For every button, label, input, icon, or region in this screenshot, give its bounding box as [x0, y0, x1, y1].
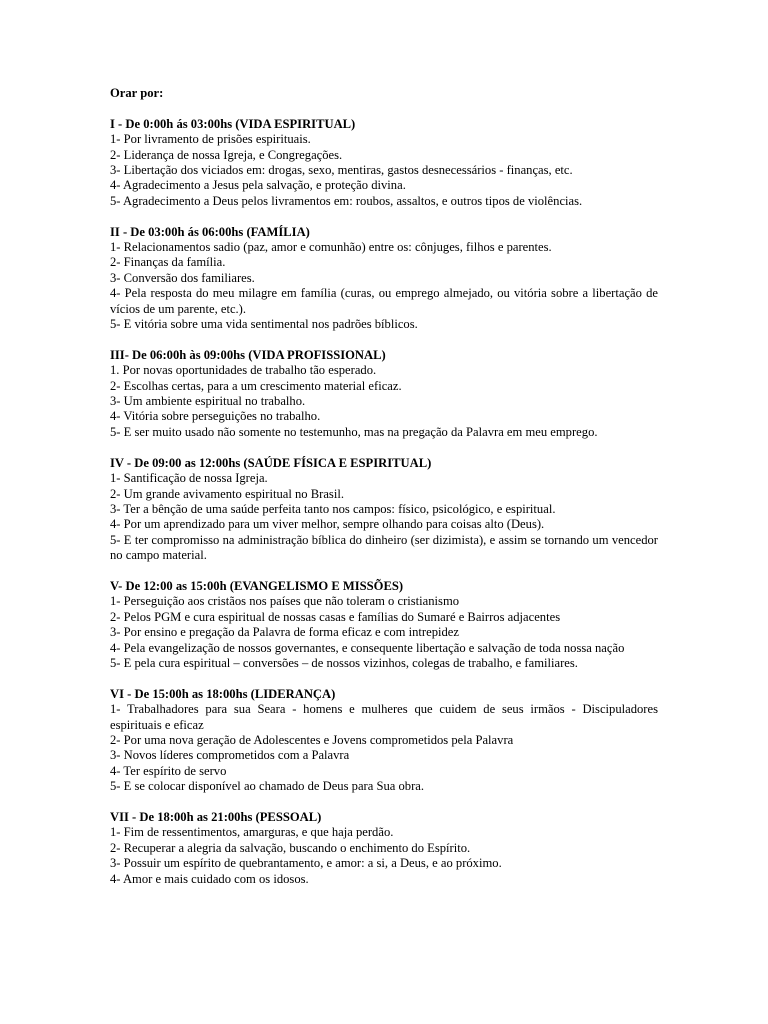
list-item: 3- Ter a bênção de uma saúde perfeita tanto nos campos: físico, psicológico, e espiritual. [110, 501, 556, 516]
section-familia [110, 225, 658, 333]
list-item: 3- Possuir um espírito de quebrantamento, e amor: a si, a Deus, e ao próximo. [110, 856, 502, 871]
section-title: II - De 03:00h ás 06:00hs (FAMÍLIA) [110, 224, 310, 239]
list-item: 5- E ter compromisso na administração bíblica do dinheiro (ser dizimista), e assim se tornando um vencedor no campo material. [110, 532, 658, 563]
section-title: I - De 0:00h ás 03:00hs (VIDA ESPIRITUAL) [110, 116, 356, 131]
section-evangelismo [110, 579, 658, 671]
list-item: 4- Vitória sobre perseguições no trabalho. [110, 409, 321, 424]
document-page [110, 86, 658, 902]
list-item: 1- Trabalhadores para sua Seara - homens e mulheres que cuidem de seus irmãos - Discipuladores espirituais e eficaz [110, 702, 658, 732]
list-item: 4- Pela evangelização de nossos governantes, e consequente libertação e salvação de toda nossa nação [110, 640, 625, 655]
list-item: 4- Ter espírito de servo [110, 763, 227, 778]
section-pessoal [110, 810, 658, 887]
section-title: V- De 12:00 as 15:00h (EVANGELISMO E MISSÕES) [110, 578, 404, 593]
list-item: 4- Pela resposta do meu milagre em família (curas, ou emprego almejado, ou vitória sobre a libertação de vícios de um parente, etc.). [110, 286, 658, 316]
list-item: 3- Conversão dos familiares. [110, 270, 255, 285]
list-item: 2- Liderança de nossa Igreja, e Congregações. [110, 147, 343, 162]
list-item: 4- Agradecimento a Jesus pela salvação, e proteção divina. [110, 178, 406, 193]
list-item: 5- Agradecimento a Deus pelos livramentos em: roubos, assaltos, e outros tipos de violências. [110, 193, 583, 208]
list-item: 2- Um grande avivamento espiritual no Brasil. [110, 486, 344, 501]
list-item: 4- Amor e mais cuidado com os idosos. [110, 871, 309, 886]
list-item: 3- Libertação dos viciados em: drogas, sexo, mentiras, gastos desnecessários - finanças, etc. [110, 163, 573, 178]
list-item: 5- E ser muito usado não somente no testemunho, mas na pregação da Palavra em meu emprego. [110, 424, 598, 439]
list-item: 1- Relacionamentos sadio (paz, amor e comunhão) entre os: cônjuges, filhos e parentes. [110, 240, 552, 255]
document-title: Orar por: [110, 86, 164, 100]
list-item: 3- Novos líderes comprometidos com a Palavra [110, 748, 350, 763]
list-item: 5- E se colocar disponível ao chamado de Deus para Sua obra. [110, 779, 425, 794]
list-item: 2- Pelos PGM e cura espiritual de nossas casas e famílias do Sumaré e Bairros adjacentes [110, 609, 561, 624]
list-item: 1- Fim de ressentimentos, amarguras, e que haja perdão. [110, 825, 394, 840]
section-vida-espiritual [110, 117, 658, 209]
section-title: VII - De 18:00h as 21:00hs (PESSOAL) [110, 809, 322, 824]
list-item: 3- Um ambiente espiritual no trabalho. [110, 394, 306, 409]
list-item: 2- Escolhas certas, para a um crescimento material eficaz. [110, 378, 402, 393]
list-item: 3- Por ensino e pregação da Palavra de forma eficaz e com intrepidez [110, 625, 459, 640]
list-item: 1. Por novas oportunidades de trabalho tão esperado. [110, 363, 377, 378]
list-item: 1- Santificação de nossa Igreja. [110, 471, 268, 486]
section-title: III- De 06:00h às 09:00hs (VIDA PROFISSIONAL) [110, 347, 386, 362]
list-item: 2- Por uma nova geração de Adolescentes e Jovens comprometidos pela Palavra [110, 732, 514, 747]
section-lideranca [110, 687, 658, 795]
list-item: 5- E pela cura espiritual – conversões – de nossos vizinhos, colegas de trabalho, e familiares. [110, 655, 578, 670]
list-item: 2- Finanças da família. [110, 255, 226, 270]
list-item: 1- Perseguição aos cristãos nos países que não toleram o cristianismo [110, 594, 460, 609]
list-item: 4- Por um aprendizado para um viver melhor, sempre olhando para coisas alto (Deus). [110, 517, 545, 532]
section-saude [110, 456, 658, 564]
section-vida-profissional [110, 348, 658, 440]
list-item: 5- E vitória sobre uma vida sentimental nos padrões bíblicos. [110, 317, 418, 332]
section-title: IV - De 09:00 as 12:00hs (SAÚDE FÍSICA E ESPIRITUAL) [110, 455, 432, 470]
list-item: 1- Por livramento de prisões espirituais. [110, 132, 311, 147]
list-item: 2- Recuperar a alegria da salvação, buscando o enchimento do Espírito. [110, 840, 471, 855]
section-title: VI - De 15:00h as 18:00hs (LIDERANÇA) [110, 686, 336, 701]
